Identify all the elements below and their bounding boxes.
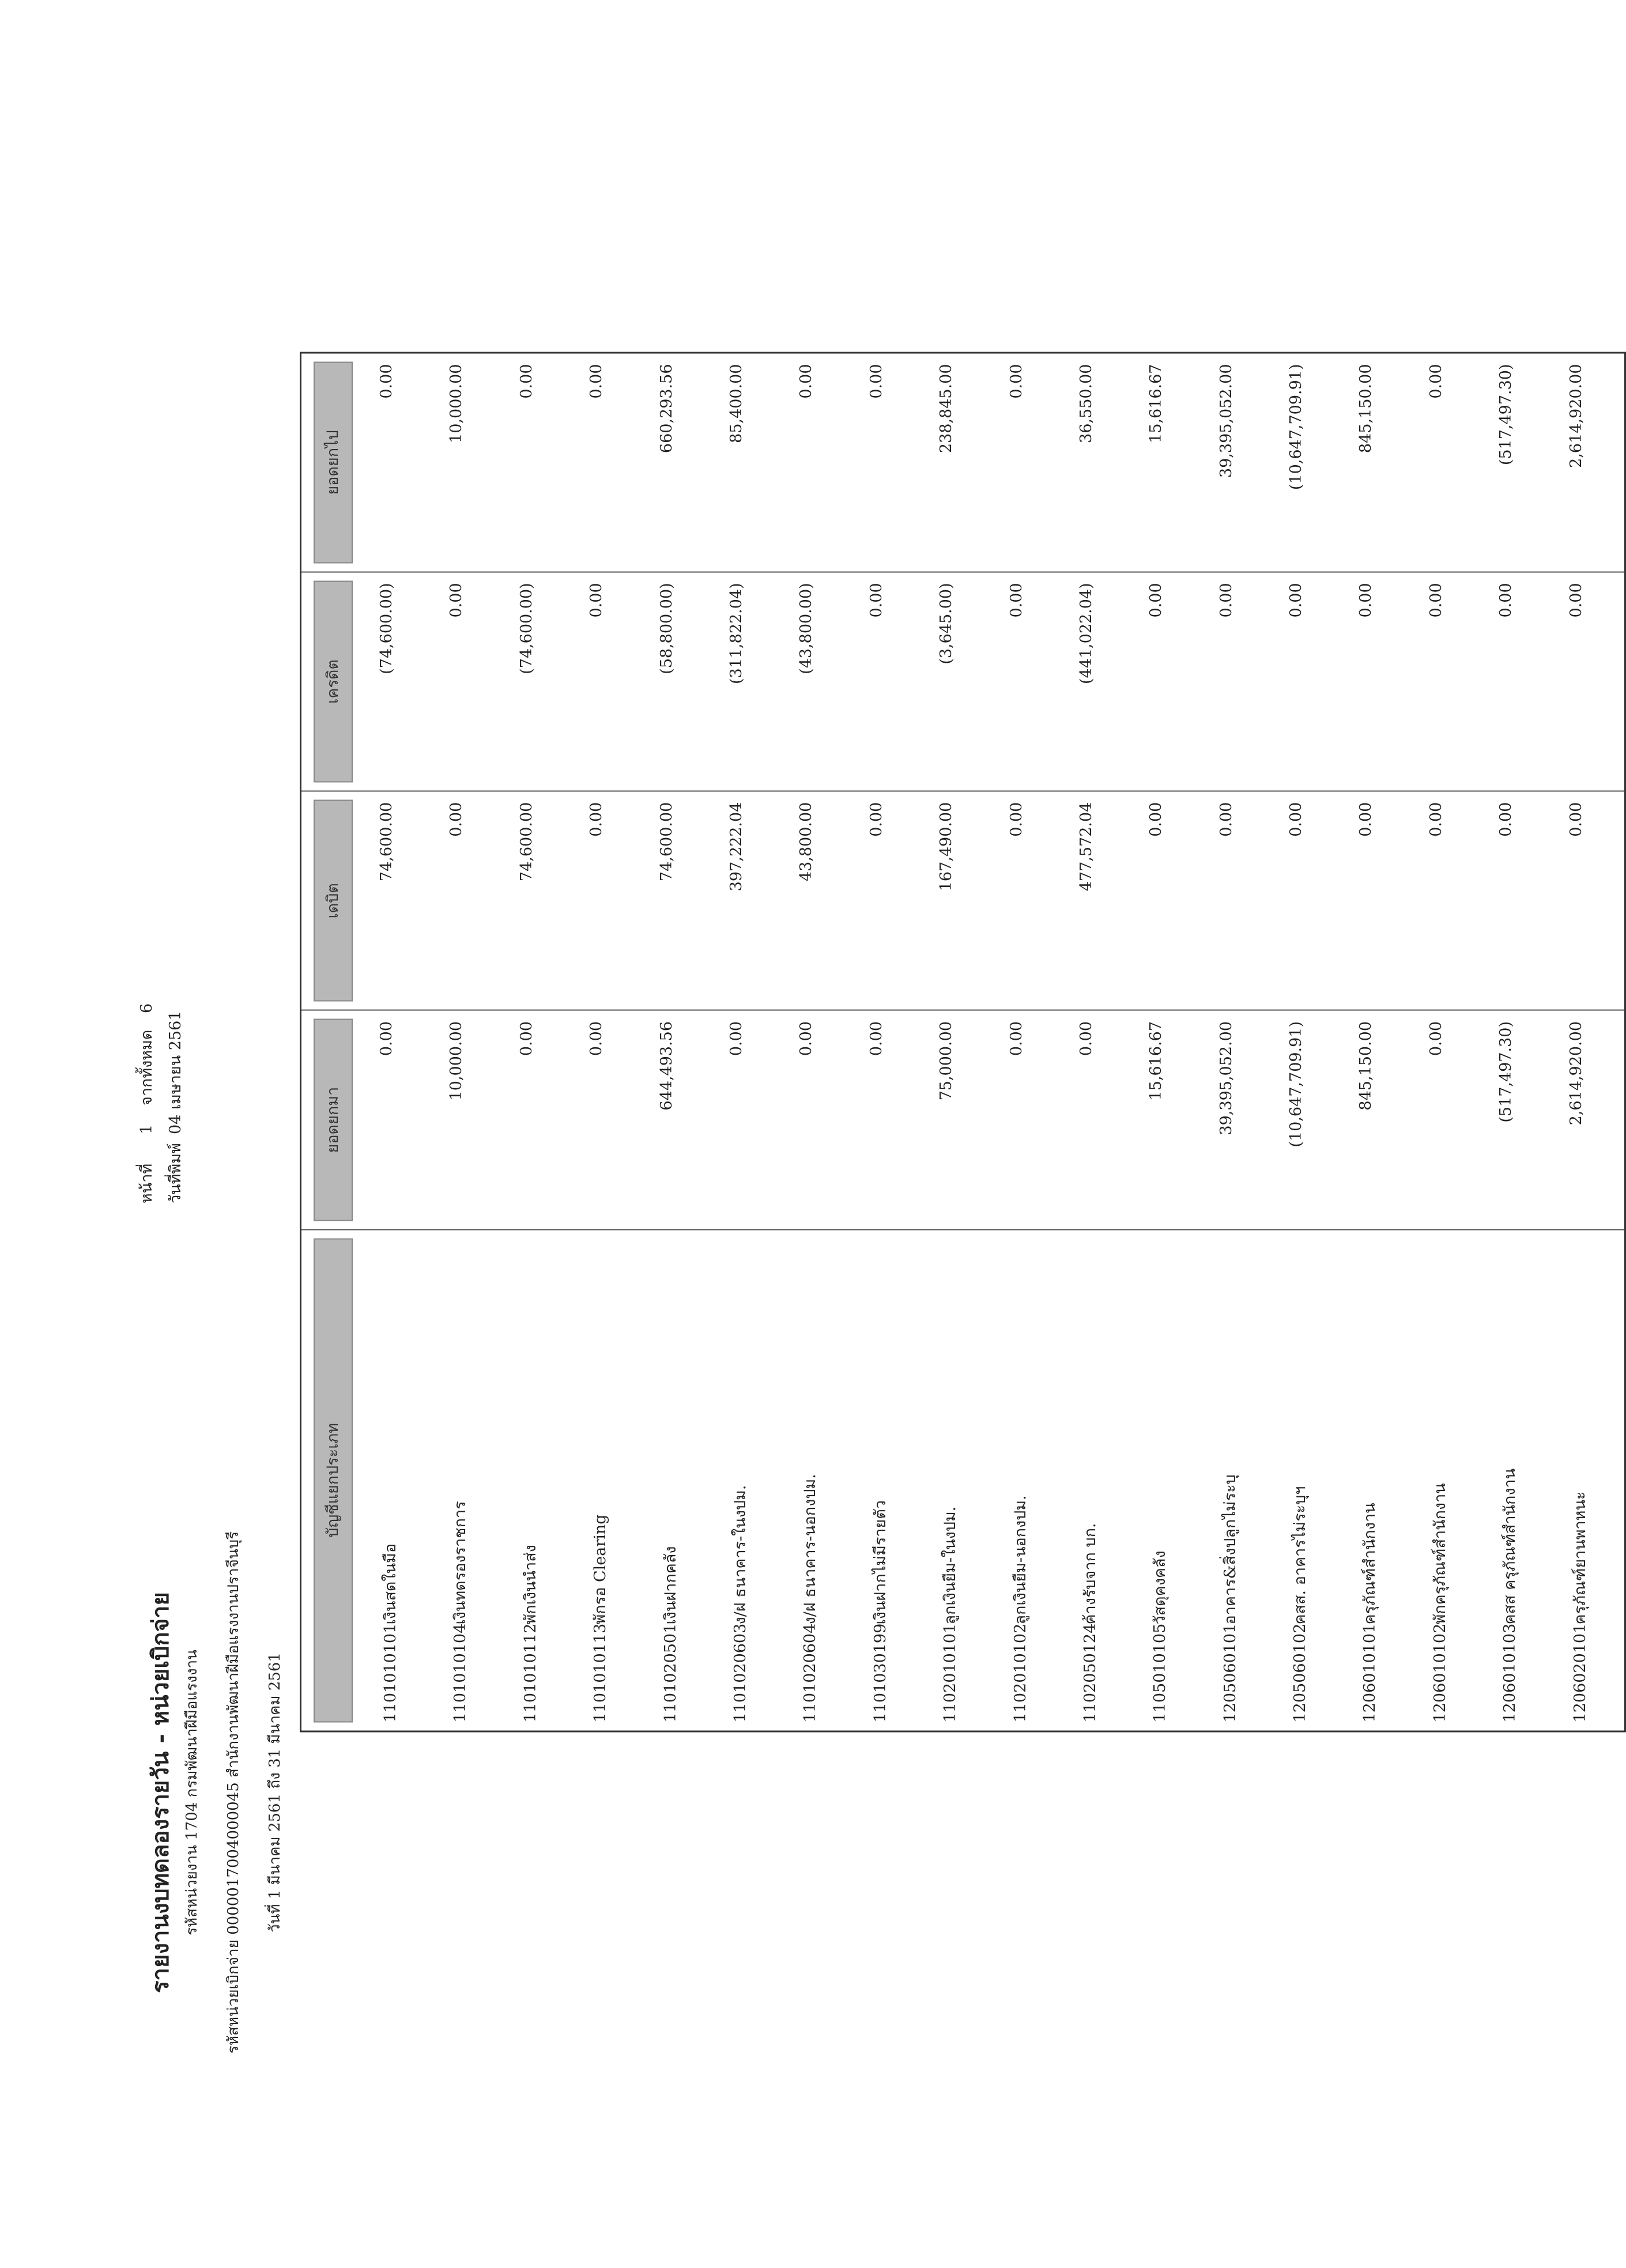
- unit-line: รหัสหน่วยเบิกจ่าย 0000017004000045 สำนักงานพัฒนาฝีมือแรงงานปราจีนบุรี: [225, 1531, 242, 2054]
- cell-account: [435, 1229, 504, 1731]
- cell-brought-forward: 0.00: [1414, 1010, 1484, 1229]
- cell-debit: 74,600.00: [365, 791, 435, 1010]
- account-code: 1205060102: [1291, 1623, 1310, 1722]
- account-code: 1101010104: [451, 1623, 470, 1722]
- cell-credit: 0.00: [855, 572, 925, 791]
- cell-carried-forward: 0.00: [855, 353, 925, 572]
- cell-credit: 0.00: [1344, 572, 1414, 791]
- cell-debit: 0.00: [995, 791, 1065, 1010]
- account-name: วัสดุคงคลัง: [1151, 1550, 1169, 1624]
- cell-account: [855, 1229, 925, 1731]
- cell-account: [1344, 1229, 1414, 1731]
- cell-carried-forward: 85,400.00: [715, 353, 784, 572]
- page-label: หน้าที่: [138, 1163, 156, 1203]
- cell-debit: 167,490.00: [925, 791, 994, 1010]
- account-code: 1101010113: [591, 1623, 610, 1722]
- account-code: 1105010105: [1151, 1623, 1169, 1722]
- account-name: ลูกเงินยืม-นอกงปม.: [1011, 1495, 1029, 1624]
- cell-carried-forward: 0.00: [784, 353, 854, 572]
- table-row: [435, 353, 504, 1731]
- account-code: 1102050124: [1081, 1623, 1099, 1722]
- column-header-credit: เครดิต: [301, 572, 365, 791]
- cell-credit: 0.00: [435, 572, 504, 791]
- cell-carried-forward: 660,293.56: [645, 353, 715, 572]
- table-body: [365, 353, 1625, 1731]
- cell-carried-forward: 0.00: [995, 353, 1065, 572]
- cell-account: [1484, 1229, 1554, 1731]
- cell-credit: (311,822.04): [715, 572, 784, 791]
- print-date: 04 เมษายน 2561: [167, 1010, 184, 1134]
- table-row: [784, 353, 854, 1731]
- cell-brought-forward: 0.00: [505, 1010, 575, 1229]
- account-code: 1101020603: [731, 1623, 749, 1722]
- column-header-carried-forward: ยอดยกไป: [301, 353, 365, 572]
- cell-account: [505, 1229, 575, 1731]
- table-row: [1274, 353, 1344, 1731]
- account-name: ครุภัณฑ์ยานพาหนะ: [1571, 1491, 1589, 1624]
- cell-account: [925, 1229, 994, 1731]
- cell-debit: 0.00: [1414, 791, 1484, 1010]
- cell-carried-forward: 238,845.00: [925, 353, 994, 572]
- account-name: เงินฝากคลัง: [661, 1546, 680, 1624]
- cell-carried-forward: 0.00: [505, 353, 575, 572]
- print-date-label: วันที่พิมพ์: [167, 1143, 184, 1203]
- cell-credit: 0.00: [1484, 572, 1554, 791]
- cell-account: [1274, 1229, 1344, 1731]
- column-header-debit: เดบิต: [301, 791, 365, 1010]
- cell-credit: (43,800.00): [784, 572, 854, 791]
- print-date-line: [163, 950, 191, 1203]
- cell-credit: (58,800.00): [645, 572, 715, 791]
- account-name: เงินฝากไม่มีรายตัว: [871, 1500, 889, 1624]
- table-row: [1484, 353, 1554, 1731]
- cell-carried-forward: (517,497.30): [1484, 353, 1554, 572]
- account-name: พักครุภัณฑ์สำนักงาน: [1431, 1482, 1449, 1624]
- table-row: [995, 353, 1065, 1731]
- table-row: [505, 353, 575, 1731]
- cell-brought-forward: 0.00: [784, 1010, 854, 1229]
- cell-brought-forward: 0.00: [715, 1010, 784, 1229]
- account-code: 1101010112: [521, 1623, 540, 1722]
- cell-brought-forward: 644,493.56: [645, 1010, 715, 1229]
- cell-carried-forward: 39,395,052.00: [1205, 353, 1274, 572]
- cell-credit: 0.00: [1555, 572, 1625, 791]
- cell-debit: 0.00: [855, 791, 925, 1010]
- account-name: ครุภัณฑ์สำนักงาน: [1361, 1502, 1379, 1624]
- account-code: 1206020101: [1571, 1623, 1589, 1722]
- cell-debit: 0.00: [1484, 791, 1554, 1010]
- account-name: คสส. อาคารไม่ระบุฯ: [1291, 1486, 1310, 1624]
- account-name: เงินทดรองราชการ: [451, 1500, 470, 1624]
- cell-debit: 74,600.00: [505, 791, 575, 1010]
- cell-carried-forward: (10,647,709.91): [1274, 353, 1344, 572]
- page-number: 1: [138, 1124, 156, 1134]
- cell-account: [995, 1229, 1065, 1731]
- cell-account: [784, 1229, 854, 1731]
- cell-brought-forward: 845,150.00: [1344, 1010, 1414, 1229]
- cell-brought-forward: 2,614,920.00: [1555, 1010, 1625, 1229]
- trial-balance-table-wrapper: [300, 352, 1589, 1732]
- report-header: [144, 1317, 294, 2268]
- table-row: [925, 353, 994, 1731]
- cell-debit: 0.00: [1555, 791, 1625, 1010]
- total-pages: 6: [138, 1003, 156, 1013]
- cell-brought-forward: (10,647,709.91): [1274, 1010, 1344, 1229]
- cell-debit: 0.00: [575, 791, 644, 1010]
- cell-debit: 0.00: [1205, 791, 1274, 1010]
- cell-debit: 477,572.04: [1065, 791, 1134, 1010]
- period-line: วันที่ 1 มีนาคม 2561 ถึง 31 มีนาคม 2561: [266, 1652, 284, 1933]
- cell-brought-forward: 75,000.00: [925, 1010, 994, 1229]
- cell-carried-forward: 0.00: [365, 353, 435, 572]
- account-name: ง/ฝ ธนาคาร-ในงปม.: [731, 1485, 749, 1624]
- table-row: [645, 353, 715, 1731]
- cell-account: [1414, 1229, 1484, 1731]
- cell-credit: 0.00: [995, 572, 1065, 791]
- cell-brought-forward: 0.00: [995, 1010, 1065, 1229]
- cell-account: [365, 1229, 435, 1731]
- cell-brought-forward: 15,616.67: [1134, 1010, 1204, 1229]
- account-name: คสส ครุภัณฑ์สำนักงาน: [1501, 1468, 1519, 1624]
- account-code: 1101010101: [382, 1623, 399, 1722]
- account-code: 1206010101: [1361, 1623, 1379, 1722]
- account-code: 1206010103: [1501, 1623, 1519, 1722]
- cell-carried-forward: 845,150.00: [1344, 353, 1414, 572]
- cell-account: [645, 1229, 715, 1731]
- table-row: [365, 353, 435, 1731]
- cell-account: [1205, 1229, 1274, 1731]
- cell-brought-forward: 39,395,052.00: [1205, 1010, 1274, 1229]
- account-name: เงินสดในมือ: [382, 1543, 399, 1624]
- cell-account: [1555, 1229, 1625, 1731]
- account-code: 1101020501: [661, 1623, 680, 1722]
- cell-brought-forward: 0.00: [1065, 1010, 1134, 1229]
- cell-credit: 0.00: [1274, 572, 1344, 791]
- cell-debit: 0.00: [1344, 791, 1414, 1010]
- cell-credit: 0.00: [1414, 572, 1484, 791]
- cell-account: [575, 1229, 644, 1731]
- trial-balance-table: [300, 352, 1626, 1732]
- cell-credit: 0.00: [1205, 572, 1274, 791]
- account-code: 1101020604: [801, 1623, 820, 1722]
- cell-brought-forward: 0.00: [365, 1010, 435, 1229]
- table-row: [855, 353, 925, 1731]
- table-row: [1344, 353, 1414, 1731]
- cell-debit: 43,800.00: [784, 791, 854, 1010]
- cell-debit: 74,600.00: [645, 791, 715, 1010]
- cell-brought-forward: 0.00: [855, 1010, 925, 1229]
- column-header-account: บัญชีแยกประเภท: [301, 1229, 365, 1731]
- cell-carried-forward: 2,614,920.00: [1555, 353, 1625, 572]
- account-code: 1205060101: [1221, 1623, 1239, 1722]
- cell-carried-forward: 0.00: [575, 353, 644, 572]
- cell-credit: 0.00: [575, 572, 644, 791]
- cell-debit: 0.00: [1134, 791, 1204, 1010]
- table-row: [1555, 353, 1625, 1731]
- cell-account: [715, 1229, 784, 1731]
- report-title: รายงานงบทดลองรายวัน - หน่วยเบิกจ่าย: [147, 1592, 174, 1993]
- account-name: อาคาร&สิ่งปลูกไม่ระบุ: [1221, 1474, 1239, 1624]
- table-row: [1134, 353, 1204, 1731]
- page-number-line: [134, 950, 163, 1203]
- table-row: [1205, 353, 1274, 1731]
- table-header-row: [301, 353, 365, 1731]
- cell-credit: 0.00: [1134, 572, 1204, 791]
- cell-carried-forward: 15,616.67: [1134, 353, 1204, 572]
- cell-brought-forward: 0.00: [575, 1010, 644, 1229]
- account-code: 1206010102: [1431, 1623, 1449, 1722]
- cell-account: [1065, 1229, 1134, 1731]
- cell-debit: 0.00: [1274, 791, 1344, 1010]
- cell-credit: (441,022.04): [1065, 572, 1134, 791]
- cell-brought-forward: 10,000.00: [435, 1010, 504, 1229]
- cell-account: [1134, 1229, 1204, 1731]
- table-row: [575, 353, 644, 1731]
- column-header-brought-forward: ยอดยกมา: [301, 1010, 365, 1229]
- of-label: จากทั้งหมด: [138, 1029, 156, 1105]
- account-name: พักรอ Clearing: [591, 1514, 610, 1624]
- account-name: ลูกเงินยืม-ในงปม.: [941, 1506, 960, 1624]
- agency-line: รหัสหน่วยงาน 1704 กรมพัฒนาฝีมือแรงงาน: [183, 1650, 201, 1935]
- account-code: 1101030199: [871, 1623, 889, 1722]
- account-name: ง/ฝ ธนาคาร-นอกงปม.: [801, 1473, 820, 1624]
- account-name: ค้างรับจาก บก.: [1081, 1522, 1099, 1624]
- table-row: [1414, 353, 1484, 1731]
- cell-carried-forward: 10,000.00: [435, 353, 504, 572]
- table-row: [715, 353, 784, 1731]
- cell-carried-forward: 0.00: [1414, 353, 1484, 572]
- account-code: 1102010101: [941, 1623, 960, 1722]
- cell-debit: 0.00: [435, 791, 504, 1010]
- cell-credit: (74,600.00): [505, 572, 575, 791]
- page-info: [134, 950, 197, 1203]
- cell-brought-forward: (517,497.30): [1484, 1010, 1554, 1229]
- cell-debit: 397,222.04: [715, 791, 784, 1010]
- table-row: [1065, 353, 1134, 1731]
- cell-credit: (74,600.00): [365, 572, 435, 791]
- cell-credit: (3,645.00): [925, 572, 994, 791]
- cell-carried-forward: 36,550.00: [1065, 353, 1134, 572]
- account-name: พักเงินนำส่ง: [521, 1544, 540, 1624]
- account-code: 1102010102: [1011, 1623, 1029, 1722]
